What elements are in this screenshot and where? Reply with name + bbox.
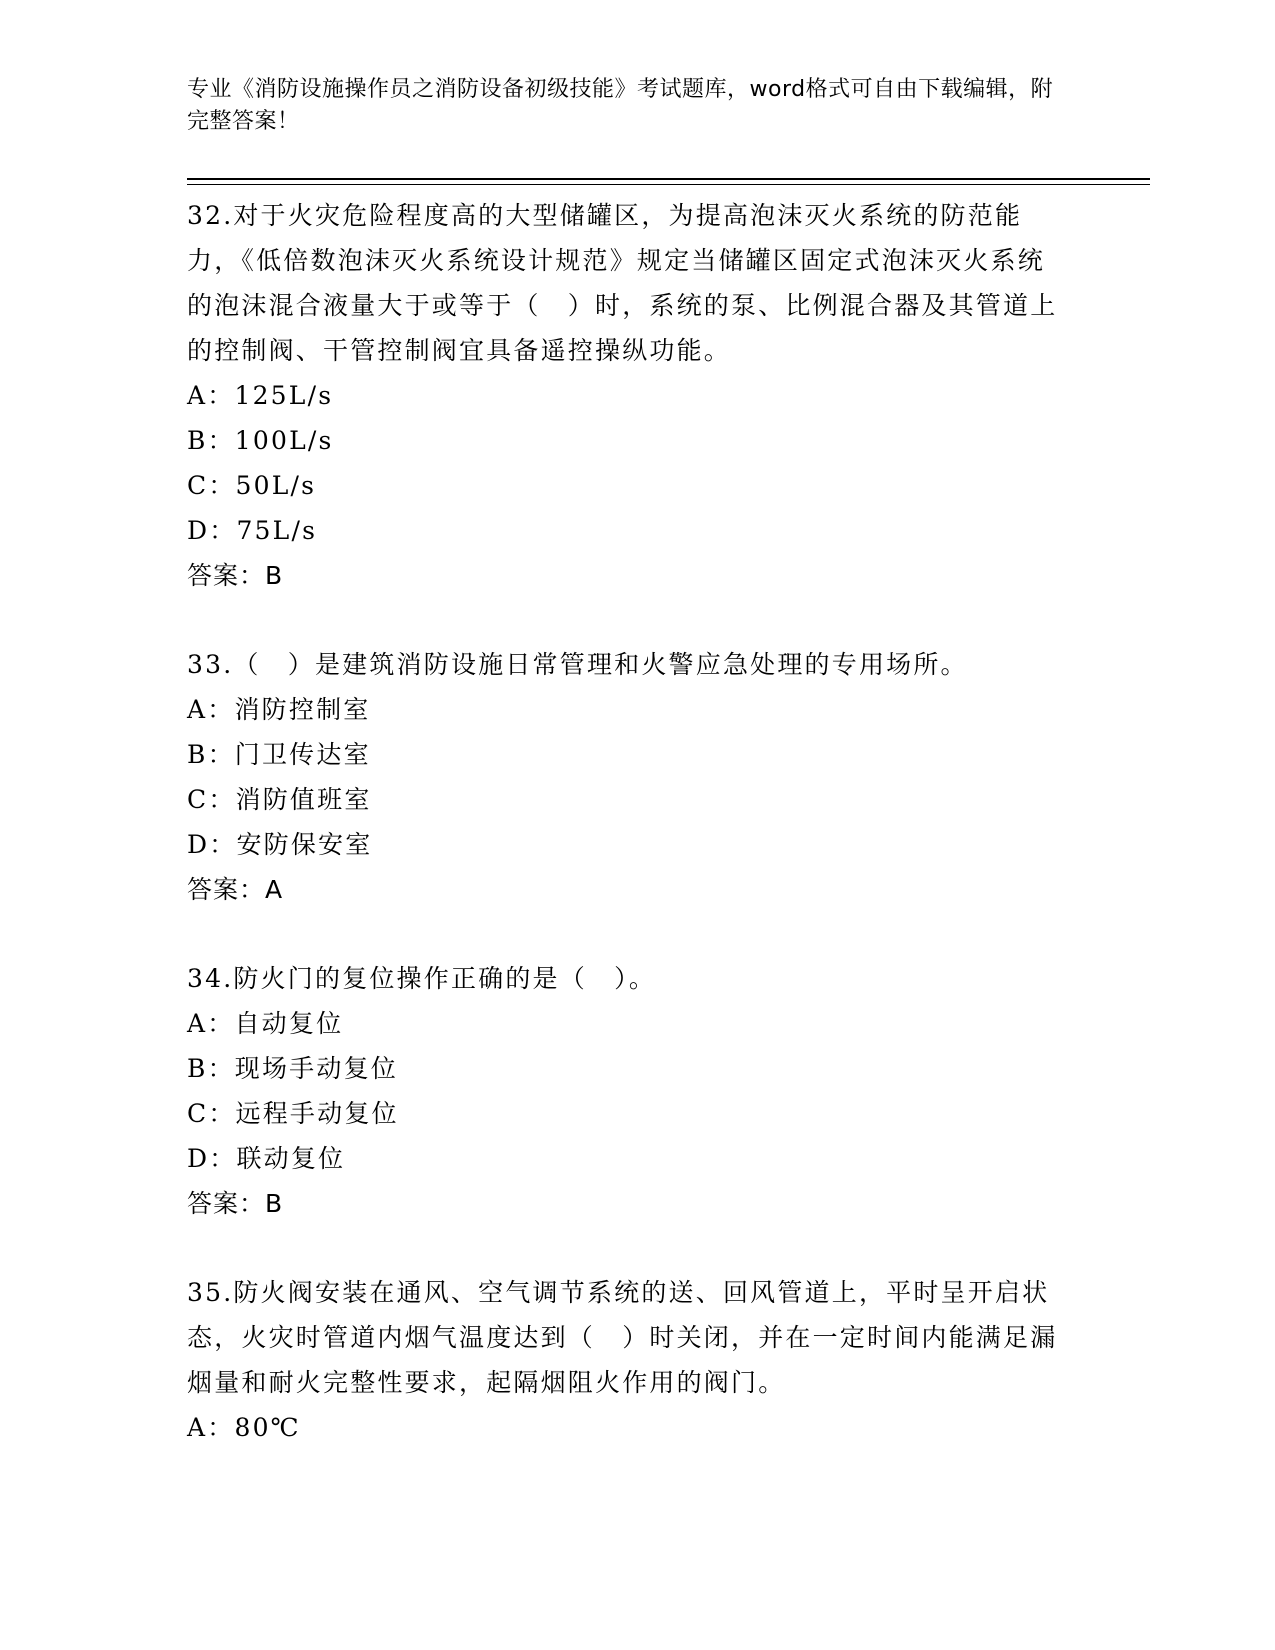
option-value: 自动复位 (234, 1009, 344, 1038)
question-gap (187, 912, 1067, 956)
question-text: 33.（ ）是建筑消防设施日常管理和火警应急处理的专用场所。 (187, 650, 968, 679)
option-key: C： (187, 471, 236, 500)
question-gap (187, 1226, 1067, 1270)
option-value: 消防控制室 (234, 695, 371, 724)
option-a (187, 1405, 1067, 1450)
option-c (187, 777, 1067, 822)
option-d (187, 822, 1067, 867)
option-b (187, 732, 1067, 777)
option-b (187, 418, 1067, 463)
option-key: A： (187, 1009, 235, 1038)
option-b (187, 1046, 1067, 1091)
option-key: B： (187, 740, 235, 769)
option-value: 联动复位 (236, 1144, 346, 1173)
option-c (187, 1091, 1067, 1136)
header-divider-thin (187, 184, 1150, 185)
option-value: 门卫传达室 (234, 740, 371, 769)
document-header: 专业《消防设施操作员之消防设备初级技能》考试题库，word格式可自由下载编辑，附完整答案！ (187, 77, 1054, 134)
question-34 (187, 956, 1067, 1226)
option-key: A： (187, 695, 235, 724)
question-list (187, 193, 1067, 1450)
option-d (187, 508, 1067, 553)
option-a (187, 1001, 1067, 1046)
option-value: 75L/s (236, 516, 318, 545)
option-key: B： (187, 1054, 235, 1083)
option-value: 100L/s (234, 426, 334, 455)
question-text: 35.防火阀安装在通风、空气调节系统的送、回风管道上，平时呈开启状态，火灾时管道内烟气温度达到（ ）时关闭，并在一定时间内能满足漏烟量和耐火完整性要求，起隔烟阻火作用的阀门。 (187, 1278, 1058, 1397)
question-33 (187, 642, 1067, 912)
option-value: 安防保安室 (236, 830, 373, 859)
option-d (187, 1136, 1067, 1181)
header-divider-thick (187, 178, 1150, 180)
option-key: D： (187, 1144, 237, 1173)
option-value: 50L/s (235, 471, 317, 500)
answer-line: 答案：B (187, 561, 284, 590)
question-text: 32.对于火灾危险程度高的大型储罐区，为提高泡沫灭火系统的防范能力，《低倍数泡沫灭火系统设计规范》规定当储罐区固定式泡沫灭火系统的泡沫混合液量大于或等于（ ）时，系统的泵、比例混合器及其管道上的控制阀、干管控制阀宜具备遥控操纵功能。 (187, 201, 1058, 365)
question-32 (187, 193, 1067, 598)
option-a (187, 373, 1067, 418)
option-key: C： (187, 1099, 236, 1128)
option-key: A： (187, 381, 235, 410)
option-key: D： (187, 830, 237, 859)
option-key: C： (187, 785, 236, 814)
question-text: 34.防火门的复位操作正确的是（ ）。 (187, 964, 657, 993)
option-key: D： (187, 516, 237, 545)
option-value: 远程手动复位 (235, 1099, 399, 1128)
answer-line: 答案：A (187, 875, 284, 904)
option-value: 125L/s (234, 381, 334, 410)
option-key: A： (187, 1413, 235, 1442)
question-35 (187, 1270, 1067, 1450)
option-value: 现场手动复位 (234, 1054, 398, 1083)
option-value: 80℃ (234, 1413, 301, 1442)
option-a (187, 687, 1067, 732)
option-value: 消防值班室 (235, 785, 372, 814)
question-gap (187, 598, 1067, 642)
option-c (187, 463, 1067, 508)
answer-line: 答案：B (187, 1189, 284, 1218)
option-key: B： (187, 426, 235, 455)
